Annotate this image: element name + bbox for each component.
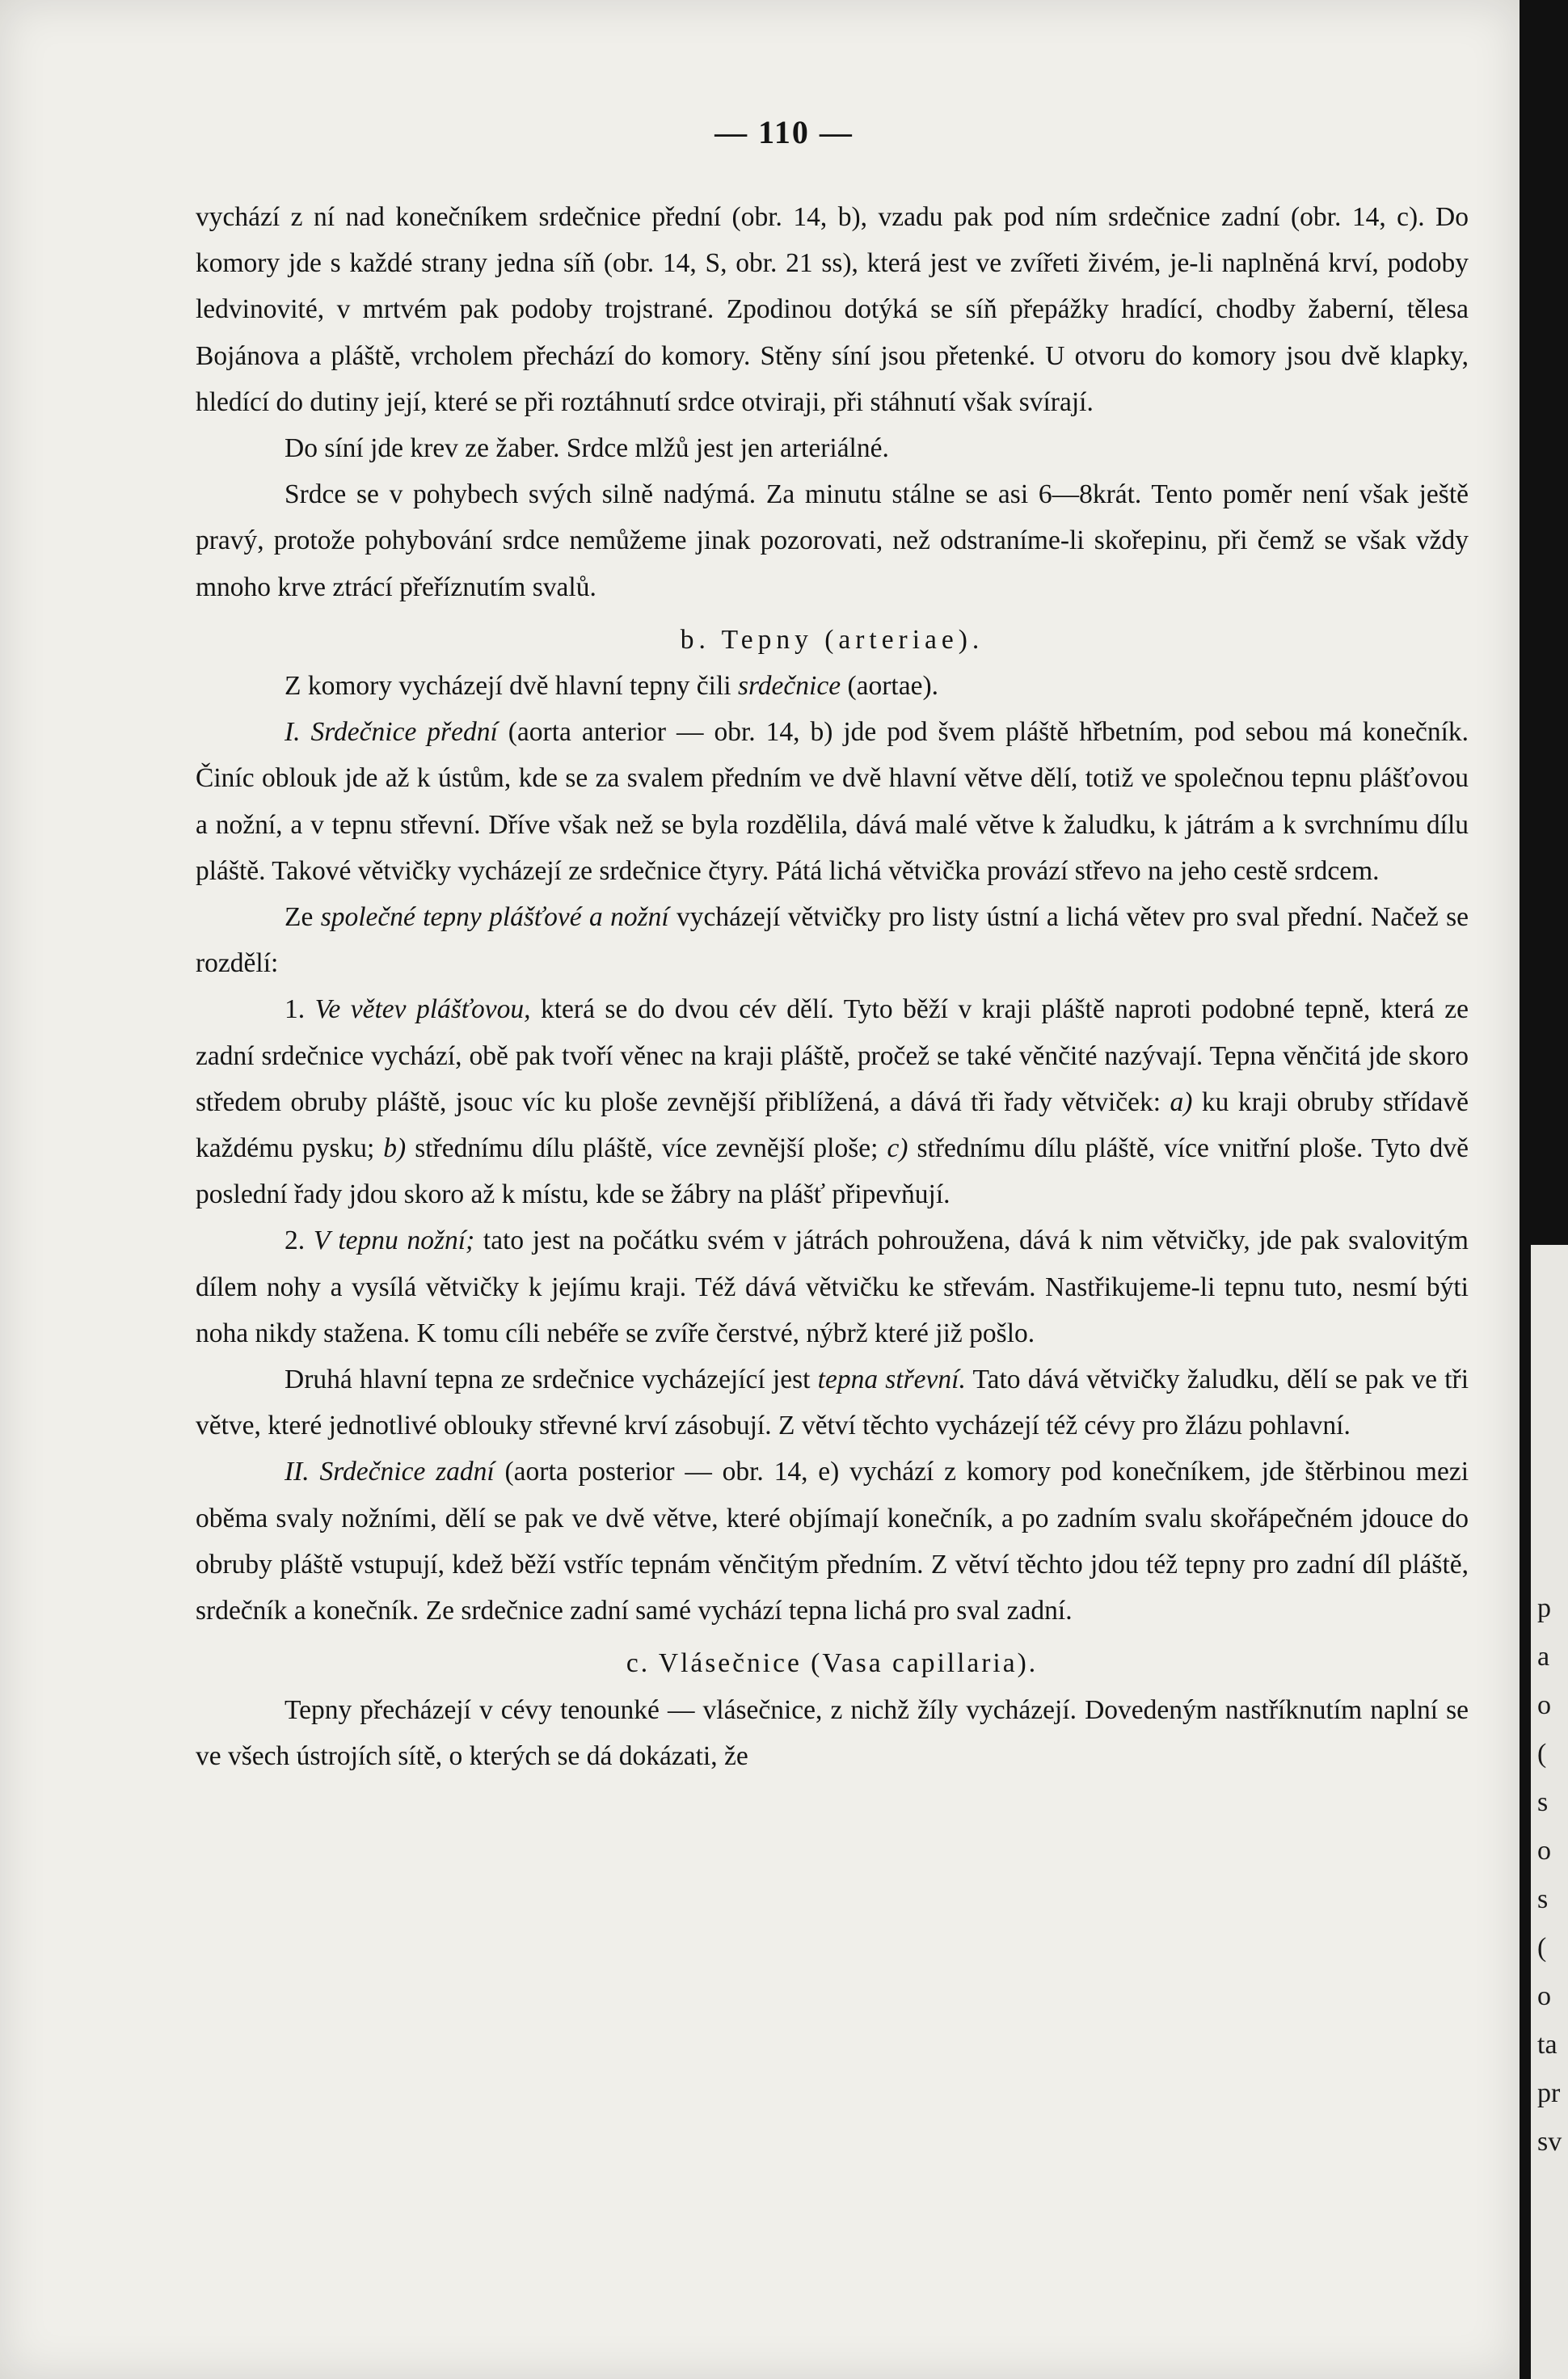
common-artery-term: společné tepny plášťové a nožní	[320, 902, 669, 933]
paragraph-2: Do síní jde krev ze žaber. Srdce mlžů jest jen arteriálné.	[285, 433, 889, 464]
paragraph-aorta-posterior	[196, 1449, 1469, 1634]
second-artery-pre: Druhá hlavní tepna ze srdečnice vycházející jest	[285, 1365, 811, 1395]
edge-letter: (	[1537, 1739, 1547, 1769]
body-text	[196, 194, 1469, 1779]
edge-letter: s	[1537, 1884, 1549, 1914]
common-artery-post: vycházejí větvičky pro listy ústní a lichá větev pro sval přední. Načež se rozdělí:	[196, 902, 1469, 979]
paragraph-1: vychází z ní nad konečníkem srdečnice přední (obr. 14, b), vzadu pak pod ním srdečnice zadní (obr. 14, c). Do komory jde s každé strany jedna síň (obr. 14, S, obr. 21 ss), která jest ve zvířeti živém, je-li naplněná krví, podoby ledvinovité, v mrtvém pak podoby trojstrané. Zpodinou dotýká se síň přepážky hradící, chodby žaberní, tělesa Bojánova a pláště, vrcholem přechází do komory. Stěny síní jsou přetenké. U otvoru do komory jsou dvě klapky, hledící do dutiny její, které se při roztáhnutí srdce otviraji, při stáhnutí však svírají.	[196, 202, 1469, 417]
heading-vlasecnice: c. Vlásečnice (Vasa capillaria).	[626, 1648, 1039, 1679]
edge-letter: s	[1537, 1787, 1549, 1817]
sub1-b-text: střednímu dílu pláště, více zevnější ploše;	[415, 1133, 879, 1164]
edge-letter: ta	[1537, 2030, 1557, 2060]
sub1-a-marker: a)	[1170, 1086, 1193, 1117]
sub1-a-text: ku kraji obruby střídavě každému pysku;	[196, 1086, 1469, 1164]
second-artery-post: Tato dává větvičky žaludku, dělí se pak ve tři větve, které jednotlivé oblouky střevné krví zásobují. Z větví těchto vycházejí též cévy pro žlázu pohlavní.	[196, 1365, 1469, 1441]
paragraph-sub2	[196, 1217, 1469, 1356]
edge-letter: o	[1537, 1690, 1551, 1720]
edge-letter: o	[1537, 1981, 1551, 2011]
edge-letter: (	[1537, 1933, 1547, 1963]
paragraph-common-artery	[196, 894, 1469, 986]
edge-letter: a	[1537, 1642, 1550, 1672]
sub2-text: tato jest na počátku svém v játrách pohroužena, dává k nim větvičky, jde pak svalovitým dílem nohy a vysílá větvičky k jejímu kraji. Též dává větvičku ke střevám. Nastřikujeme-li tepnu tuto, nesmí býti noha nikdy stažena. K tomu cíli nebéře se zvíře čerstvé, nýbrž které již pošlo.	[196, 1225, 1469, 1348]
aorta-posterior-text: (aorta posterior — obr. 14, e) vychází z komory pod konečníkem, jde štěrbinou mezi oběma svaly nožními, dělí se pak ve dvě větve, které objímají konečník, a po zadním svalu skořápečném jdouce do obruby pláště vstupují, kdež běží vstříc tepnám věnčitým předním. Z větví těchto jdou též tepny pro zadní díl pláště, srdečník a konečník. Ze srdečnice zadní samé vychází tepna lichá pro sval zadní.	[196, 1457, 1469, 1626]
paragraph-aorta-anterior	[196, 709, 1469, 894]
sub1-text: která se do dvou cév dělí. Tyto běží v kraji pláště naproti podobné tepně, která ze zadní srdečnice vychází, obě pak tvoří věnec na kraji pláště, pročež se také věnčité nazývají. Tepna věnčitá jde skoro středem obruby pláště, jsouc víc ku ploše zevnější přiblížená, a dává tři řady větviček:	[196, 994, 1469, 1117]
sub2-number: 2.	[285, 1225, 306, 1256]
aortae-intro-pre: Z komory vycházejí dvě hlavní tepny čili	[285, 671, 731, 702]
paragraph-sub1	[196, 986, 1469, 1217]
common-artery-pre: Ze	[285, 902, 314, 933]
edge-letter: o	[1537, 1836, 1551, 1866]
aorta-anterior-text: (aorta anterior — obr. 14, b) jde pod švem pláště hřbetním, pod sebou má konečník. Činíc oblouk jde až k ústům, kde se za svalem předním ve dvě hlavní větve dělí, totiž ve společnou tepnu plášťovou a nožní, a v tepnu střevní. Dříve však než se byla rozdělila, dává malé větve k žaludku, k játrám a k svrchnímu dílu pláště. Takové větvičky vycházejí ze srdečnice čtyry. Pátá lichá větvička provází střevo na jeho cestě srdcem.	[196, 717, 1469, 886]
paragraph-capillaries: Tepny přecházejí v cévy tenounké — vlásečnice, z nichž žíly vycházejí. Dovedeným nastříknutím naplní se ve všech ústrojích sítě, o kterých se dá dokázati, že	[196, 1694, 1469, 1771]
edge-letter: pr	[1537, 2078, 1561, 2108]
sub1-c-text: střednímu dílu pláště, více vnitřní ploše. Tyto dvě poslední řady jdou skoro až k místu, kde se žábry na plášť připevňují.	[196, 1133, 1469, 1210]
aortae-intro-post: (aortae).	[847, 671, 938, 702]
page-number: — 110 —	[714, 114, 854, 150]
sub1-term: Ve větev plášťovou,	[314, 994, 531, 1025]
sub1-b-marker: b)	[383, 1133, 407, 1164]
sub1-c-marker: c)	[887, 1133, 908, 1164]
edge-letter: sv	[1537, 2127, 1562, 2157]
paragraph-3: Srdce se v pohybech svých silně nadýmá. Za minutu stálne se asi 6—8krát. Tento poměr není však ještě pravý, protože pohybování srdce nemůžeme jinak pozorovati, než odstraníme-li skořepinu, při čemž se však vždy mnoho krve ztrácí přeříznutím svalů.	[196, 479, 1469, 602]
aortae-term: srdečnice	[737, 671, 841, 702]
paragraph-second-artery	[196, 1356, 1469, 1449]
sub2-term: V tepnu nožní;	[313, 1225, 475, 1256]
aorta-posterior-label: II. Srdečnice zadní	[285, 1457, 495, 1487]
heading-tepny: b. Tepny (arteriae).	[680, 624, 984, 655]
sub1-number: 1.	[285, 994, 306, 1025]
paragraph-aortae	[196, 663, 1469, 709]
edge-letter: p	[1537, 1593, 1551, 1623]
adjacent-page-letters	[1537, 1584, 1566, 2166]
adjacent-page-edge	[1520, 0, 1568, 2379]
second-artery-term: tepna střevní.	[817, 1365, 966, 1395]
aorta-anterior-label: I. Srdečnice přední	[285, 717, 498, 748]
